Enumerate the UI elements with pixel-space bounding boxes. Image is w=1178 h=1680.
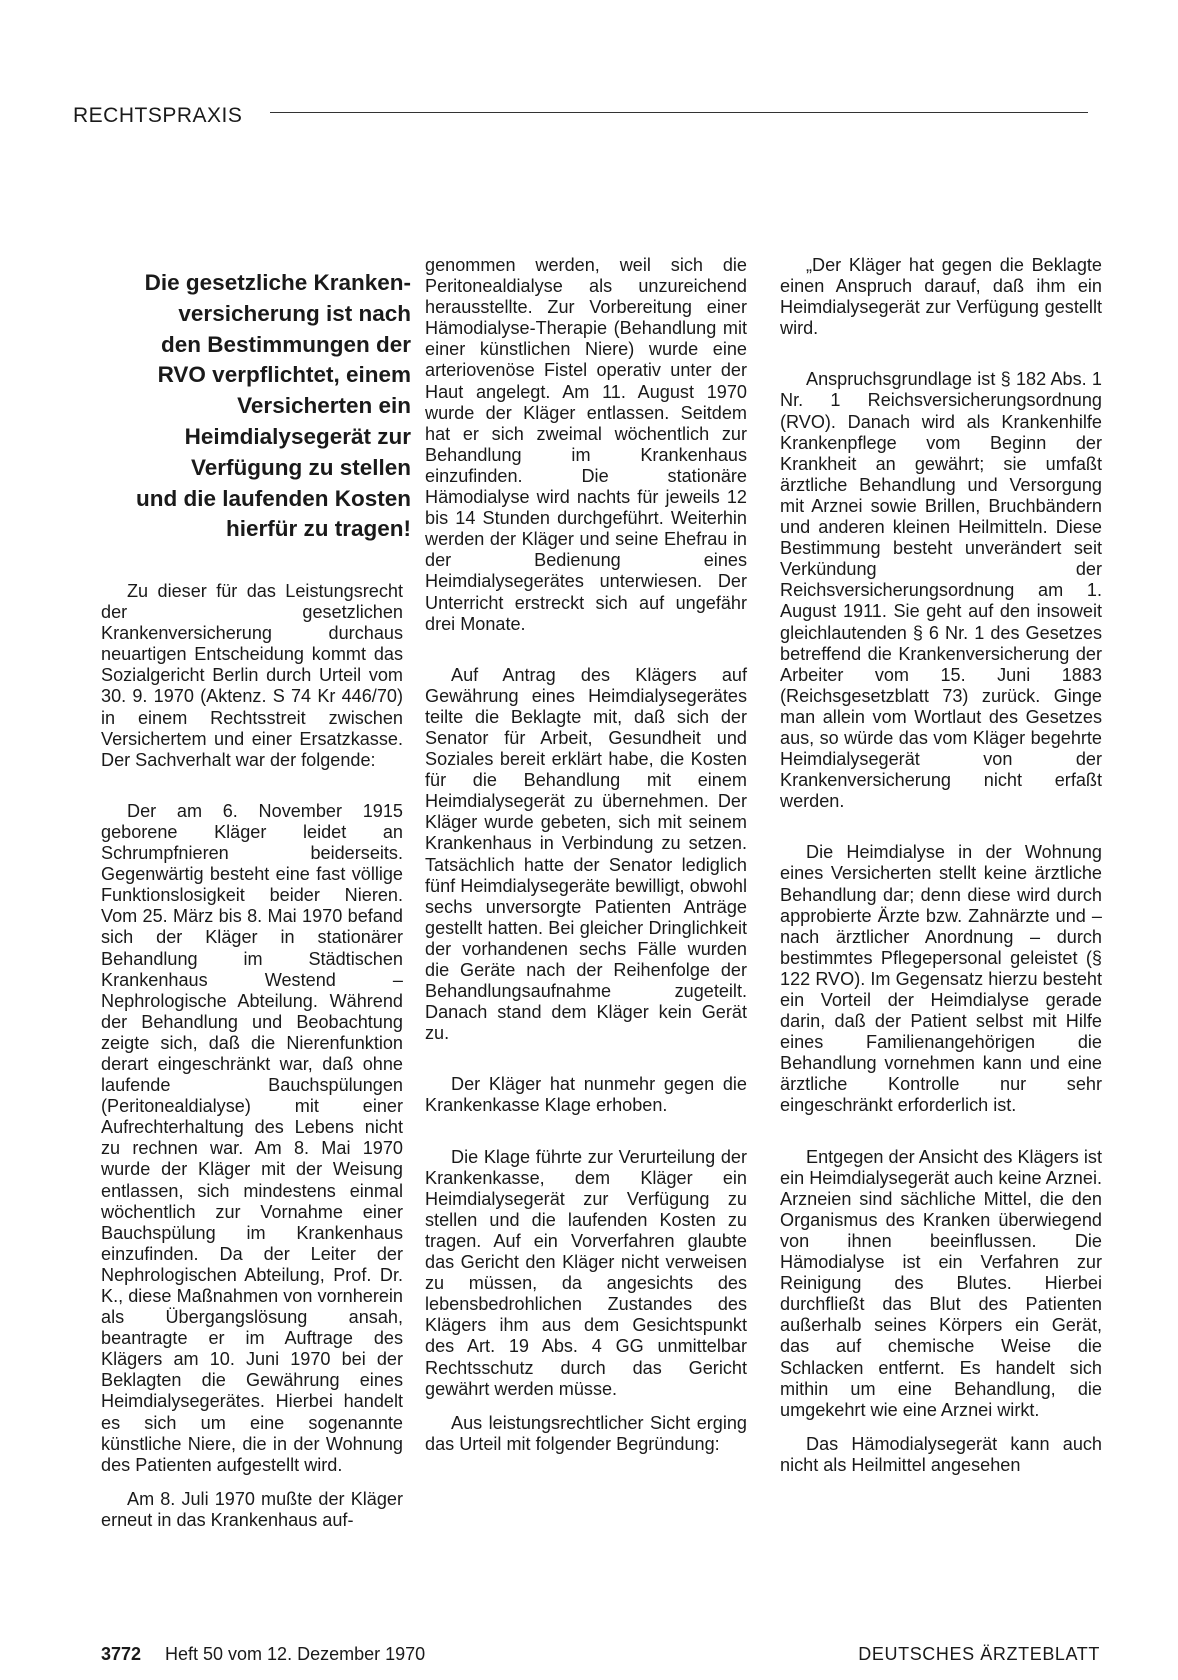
headline-line: hierfür zu tragen!	[225, 516, 411, 542]
paragraph: Zu dieser für das Leistungsrecht der gesetzlichen Krankenversicherung durchaus neuartigen Entscheidung kommt das Sozialgericht Berlin durch Urteil vom 30. 9. 1970 (Aktenz. S 74 Kr 446/70) in einem Rechtsstreit zwischen Versichertem und einer Ersatzkasse. Der Sachverhalt war der folgende:	[101, 581, 403, 770]
section-header: RECHTSPRAXIS	[73, 104, 243, 127]
paragraph: Das Hämodialysegerät kann auch nicht als Heilmittel angesehen	[780, 1433, 1102, 1475]
headline-line: und die laufenden Kosten	[135, 485, 411, 511]
paragraph: Der am 6. November 1915 geborene Kläger leidet an Schrumpfnieren beiderseits. Gegenwärtig besteht eine fast völlige Funktionslosigkeit beider Nieren. Vom 25. März bis 8. Mai 1970 befand sich der Kläger in stationärer Behandlung im Städtischen Krankenhaus Westend – Nephrologische Abteilung. Während der Behandlung und Beobachtung zeigte sich, daß die Nierenfunktion derart eingeschränkt war, daß ohne laufende Bauchspülungen (Peritonealdialyse) mit einer Aufrechterhaltung des Lebens nicht zu rechnen war. Am 8. Mai 1970 wurde der Kläger mit der Weisung entlassen, sich mindestens einmal wöchentlich zur Vornahme einer Bauchspülung im Krankenhaus einzufinden. Da der Leiter der Nephrologischen Abteilung, Prof. Dr. K., diese Maßnahmen von vornherein als Übergangslösung ansah, beantragte er im Auftrage des Klägers am 10. Juni 1970 bei der Beklagten die Gewährung eines Heimdialysegerätes. Hierbei handelt es sich um eine sogenannte künstliche Niere, die in der Wohnung des Patienten aufgestellt wird.	[101, 800, 403, 1475]
headline-line: Verfügung zu stellen	[190, 454, 411, 480]
column-3	[780, 255, 1102, 1476]
paragraph: Die Klage führte zur Verurteilung der Krankenkasse, dem Kläger ein Heimdialysegerät zur Verfügung zu stellen und die laufenden Kosten zu tragen. Auf ein Vorverfahren glaubte das Gericht den Kläger nicht verweisen zu müssen, da angesichts des lebensbedrohlichen Zustandes des Klägers ihm aus dem Gesichtspunkt des Art. 19 Abs. 4 GG unmittelbar Rechtsschutz durch das Gericht gewährt werden müsse.	[425, 1146, 747, 1399]
paragraph: Anspruchsgrundlage ist § 182 Abs. 1 Nr. 1 Reichsversicherungsordnung (RVO). Danach wird als Krankenhilfe Krankenpflege vom Beginn der Krankheit an gewährt; sie umfaßt ärztliche Behandlung und Versorgung mit Arznei sowie Brillen, Bruchbändern und anderen kleinen Heilmitteln. Diese Bestimmung besteht unverändert seit Verkündung der Reichsversicherungsordnung am 1. August 1911. Sie geht auf den insoweit gleichlautenden § 6 Nr. 1 des Gesetzes betreffend die Krankenversicherung der Arbeiter vom 15. Juni 1883 (Reichsgesetzblatt 73) zurück. Ginge man allein vom Wortlaut des Gesetzes aus, so würde das vom Kläger begehrte Heimdialysegerät von der Krankenversicherung nicht erfaßt werden.	[780, 369, 1102, 812]
paragraph: Aus leistungsrechtlicher Sicht erging das Urteil mit folgender Begründung:	[425, 1412, 747, 1454]
headline-line: Die gesetzliche Kranken-	[144, 270, 411, 295]
journal-name: DEUTSCHES ÄRZTEBLATT	[858, 1644, 1100, 1664]
header-rule	[270, 112, 1088, 113]
page-number: 3772	[101, 1644, 142, 1664]
headline-line: den Bestimmungen der	[160, 331, 411, 357]
column-2	[425, 255, 747, 1455]
column-1	[101, 581, 403, 1531]
headline-line: Versicherten ein	[237, 393, 411, 419]
paragraph: Der Kläger hat nunmehr gegen die Krankenkasse Klage erhoben.	[425, 1074, 747, 1116]
paragraph: „Der Kläger hat gegen die Beklagte einen Anspruch darauf, daß ihm ein Heimdialysegerät zur Verfügung gestellt wird.	[780, 255, 1102, 339]
headline-line: Heimdialysegerät zur	[184, 423, 411, 449]
issue-info: Heft 50 vom 12. Dezember 1970	[165, 1644, 426, 1664]
headline-line: RVO verpflichtet, einem	[157, 362, 411, 388]
paragraph: Auf Antrag des Klägers auf Gewährung eines Heimdialysegerätes teilte die Beklagte mit, daß sich der Senator für Arbeit, Gesundheit und Soziales bereit erklärt habe, die Kosten für die Behandlung mit einem Heimdialysegerät zu übernehmen. Der Kläger wurde gebeten, sich mit seinem Krankenhaus in Verbindung zu setzen. Tatsächlich hatte der Senator lediglich fünf Heimdialysegeräte bewilligt, obwohl sechs unversorgte Patienten Anträge gestellt hatten. Bei gleicher Dringlichkeit der vorhandenen sechs Fälle wurden die Geräte nach der Reihenfolge der Behandlungsaufnahme zugeteilt. Danach stand dem Kläger kein Gerät zu.	[425, 664, 747, 1044]
headline-line: versicherung ist nach	[178, 300, 411, 326]
paragraph: Die Heimdialyse in der Wohnung eines Versicherten stellt keine ärztliche Behandlung dar; denn diese wird durch approbierte Ärzte bzw. Zahnärzte und – nach ärztlicher Anordnung – durch bestimmtes Pflegepersonal geleistet (§ 122 RVO). Im Gegensatz hierzu besteht ein Vorteil der Heimdialyse gerade darin, daß der Patient selbst mit Hilfe eines Familienangehörigen die Behandlung vornehmen kann und eine ärztliche Kontrolle nur sehr eingeschränkt erforderlich ist.	[780, 842, 1102, 1116]
paragraph: Entgegen der Ansicht des Klägers ist ein Heimdialysegerät auch keine Arznei. Arzneien sind sächliche Mittel, die den Organismus des Kranken überwiegend von ihnen beeinflussen. Die Hämodialyse ist ein Verfahren zur Reinigung des Blutes. Hierbei durchfließt das Blut des Patienten außerhalb seines Körpers ein Gerät, das auf chemische Weise die Schlacken entfernt. Es handelt sich mithin um eine Behandlung, die umgekehrt wie eine Arznei wirkt.	[780, 1146, 1102, 1420]
article-headline	[101, 268, 411, 545]
paragraph: genommen werden, weil sich die Peritonealdialyse als unzureichend herausstellte. Zur Vorbereitung einer Hämodialyse-Therapie (Behandlung mit einer künstlichen Niere) wurde eine arteriovenöse Fistel operativ unter der Haut angelegt. Am 11. August 1970 wurde der Kläger entlassen. Seitdem hat er sich zweimal wöchentlich zur Behandlung im Krankenhaus einzufinden. Die stationäre Hämodialyse wird nachts für jeweils 12 bis 14 Stunden durchgeführt. Weiterhin werden der Kläger und seine Ehefrau in der Bedienung eines Heimdialysegerätes unterwiesen. Der Unterricht erstreckt sich auf ungefähr drei Monate.	[425, 255, 747, 634]
paragraph: Am 8. Juli 1970 mußte der Kläger erneut in das Krankenhaus auf-	[101, 1488, 403, 1530]
